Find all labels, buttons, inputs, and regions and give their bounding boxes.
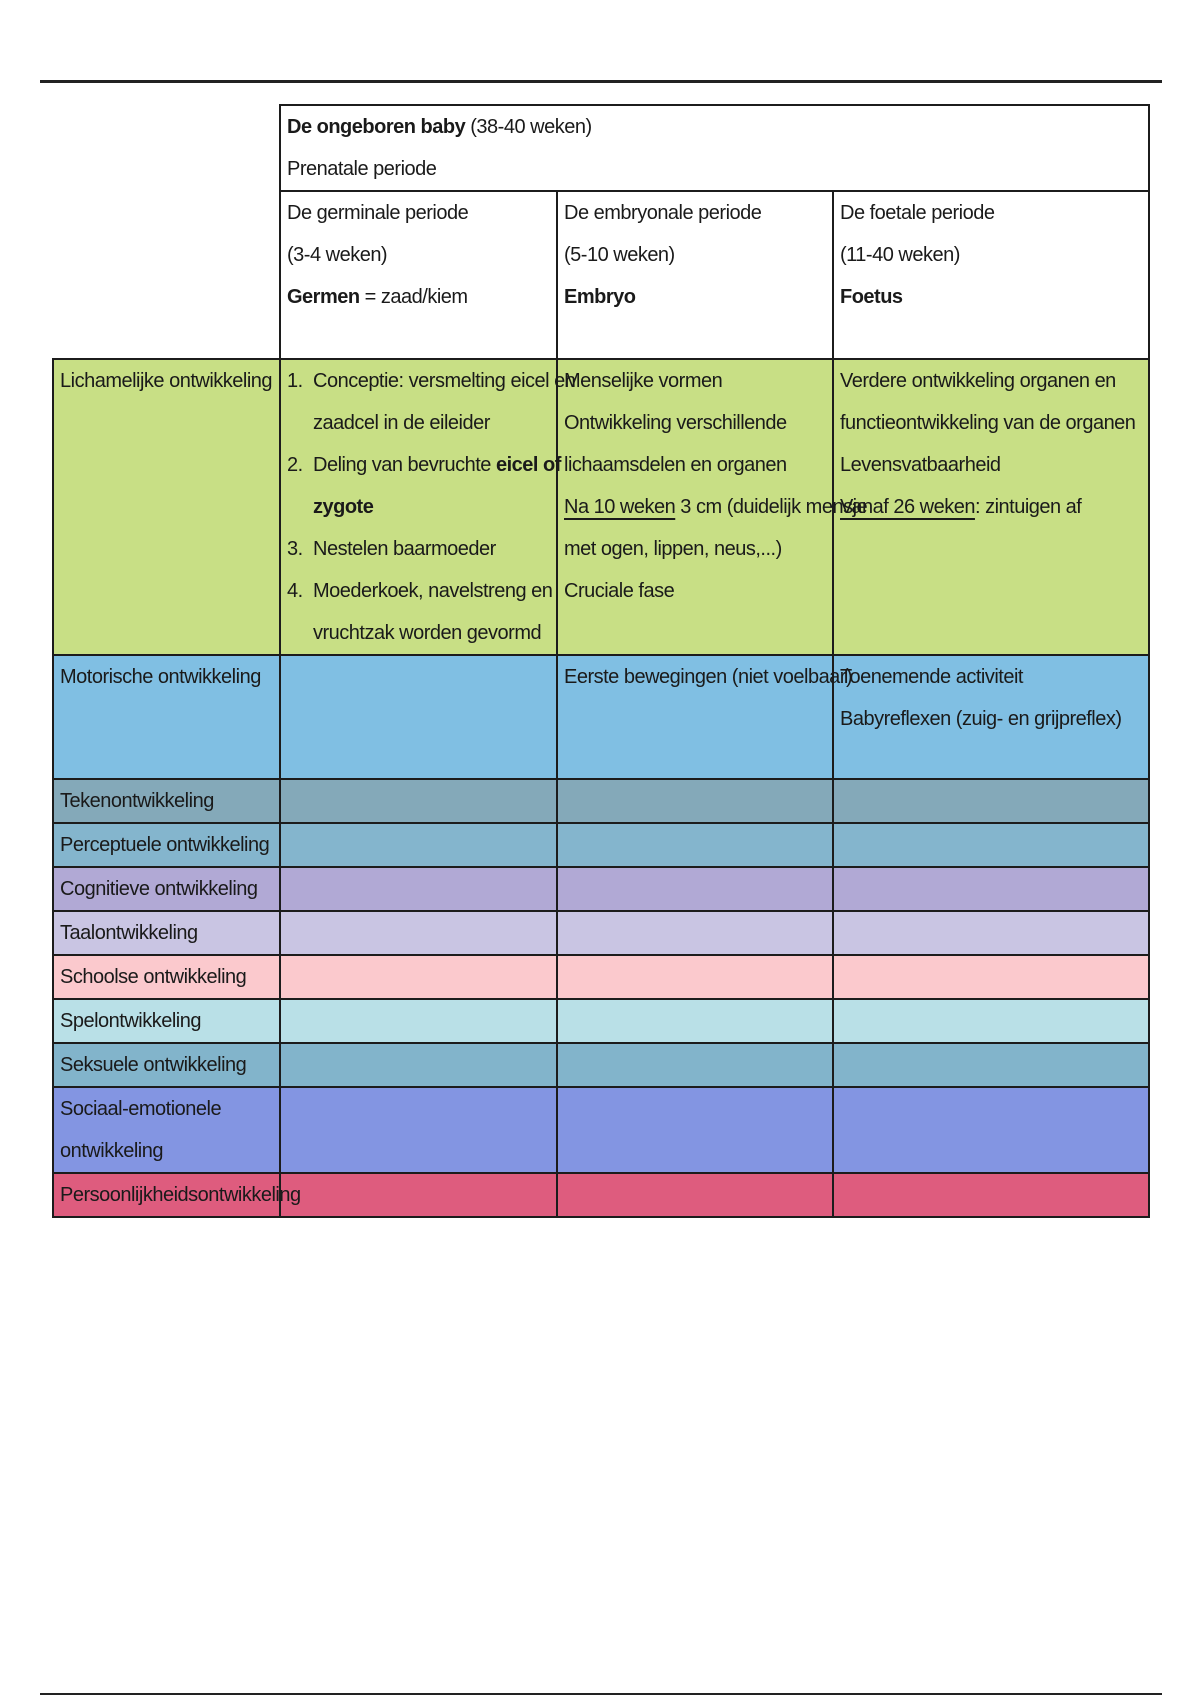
header-row-title [53, 105, 1149, 191]
row-sociaal-emotioneel [53, 1087, 1149, 1173]
germinaal-steps-list [287, 360, 576, 654]
row-label: Sociaal-emotionele ontwikkeling [53, 1087, 280, 1173]
bottom-rule [40, 1693, 1162, 1695]
row-motorisch [53, 655, 1149, 779]
lichamelijk-embryonaal-cell: Menselijke vormen Ontwikkeling verschillende lichaamsdelen en organen Na 10 weken 3 cm (duidelijk mensje met ogen, lippen, neus,...) Cruciale fase [557, 359, 833, 655]
header-title-weeks: (38-40 weken) [465, 116, 592, 138]
lichamelijk-germinaal-cell [280, 359, 576, 655]
table-cell [280, 823, 557, 867]
list-item: 3. Nestelen baarmoeder [287, 538, 496, 560]
lichamelijk-foetaal-cell: Verdere ontwikkeling organen en functieontwikkeling van de organen Levensvatbaarheid Vanaf 26 weken: zintuigen af [833, 359, 1149, 655]
table-cell [833, 1173, 1149, 1217]
period-term: Embryo [564, 286, 636, 308]
row-label: Persoonlijkheidsontwikkeling [53, 1173, 280, 1217]
row-label: Seksuele ontwikkeling [53, 1043, 280, 1087]
row-label: Tekenontwikkeling [53, 779, 280, 823]
table-cell [557, 779, 833, 823]
period-term: Foetus [840, 286, 903, 308]
row-schools [53, 955, 1149, 999]
row-cognitief [53, 867, 1149, 911]
table-cell [280, 1173, 557, 1217]
table-cell [557, 911, 833, 955]
table-cell [280, 1043, 557, 1087]
table-cell [280, 911, 557, 955]
period-term: Germen [287, 286, 360, 308]
table-cell [833, 867, 1149, 911]
header-title-bold: De ongeboren baby [287, 116, 466, 138]
table-cell [280, 999, 557, 1043]
header-empty-corner-2 [53, 191, 280, 359]
table-cell [557, 867, 833, 911]
motorisch-germinaal-cell [280, 655, 557, 779]
period-name: De foetale periode [840, 202, 995, 224]
development-table [52, 104, 1150, 1218]
header-title-cell [280, 105, 1149, 191]
table-cell [557, 955, 833, 999]
top-rule [40, 80, 1162, 83]
table-cell [557, 823, 833, 867]
period-foetaal-header [833, 191, 1149, 359]
row-label: Taalontwikkeling [53, 911, 280, 955]
row-perceptueel [53, 823, 1149, 867]
list-item: 1. Conceptie: versmelting eicel en zaadcel in de eileider [287, 370, 576, 434]
table-cell [833, 955, 1149, 999]
row-label: Lichamelijke ontwikkeling [53, 359, 280, 655]
header-subtitle: Prenatale periode [287, 158, 437, 180]
table-cell [557, 1087, 833, 1173]
table-cell [833, 823, 1149, 867]
table-cell [557, 1173, 833, 1217]
table-cell [280, 779, 557, 823]
period-weeks: (5-10 weken) [564, 244, 675, 266]
row-label: Schoolse ontwikkeling [53, 955, 280, 999]
table-cell [833, 1087, 1149, 1173]
table-cell [280, 867, 557, 911]
row-label: Motorische ontwikkeling [53, 655, 280, 779]
table-cell [833, 779, 1149, 823]
motorisch-foetaal-cell: Toenemende activiteit Babyreflexen (zuig- en grijpreflex) [833, 655, 1149, 779]
list-item: 2. Deling van bevruchte eicel of zygote [287, 454, 561, 518]
period-germinaal-header [280, 191, 557, 359]
row-label: Perceptuele ontwikkeling [53, 823, 280, 867]
table-cell [280, 1087, 557, 1173]
table-cell [833, 1043, 1149, 1087]
row-taal [53, 911, 1149, 955]
row-label: Spelontwikkeling [53, 999, 280, 1043]
table-cell [280, 955, 557, 999]
header-row-periods [53, 191, 1149, 359]
period-weeks: (11-40 weken) [840, 244, 960, 266]
motorisch-embryonaal-cell: Eerste bewegingen (niet voelbaar) [557, 655, 833, 779]
header-empty-corner [53, 105, 280, 191]
row-lichamelijk [53, 359, 1149, 655]
table-cell [833, 999, 1149, 1043]
row-spel [53, 999, 1149, 1043]
row-persoonlijkheid [53, 1173, 1149, 1217]
row-label: Cognitieve ontwikkeling [53, 867, 280, 911]
table-cell [557, 999, 833, 1043]
list-item: 4. Moederkoek, navelstreng en vruchtzak worden gevormd [287, 580, 553, 644]
period-name: De embryonale periode [564, 202, 762, 224]
period-embryonaal-header [557, 191, 833, 359]
period-weeks: (3-4 weken) [287, 244, 388, 266]
row-teken [53, 779, 1149, 823]
row-seksueel [53, 1043, 1149, 1087]
period-term-meaning: = zaad/kiem [359, 286, 468, 308]
period-name: De germinale periode [287, 202, 469, 224]
table-cell [833, 911, 1149, 955]
table-cell [557, 1043, 833, 1087]
